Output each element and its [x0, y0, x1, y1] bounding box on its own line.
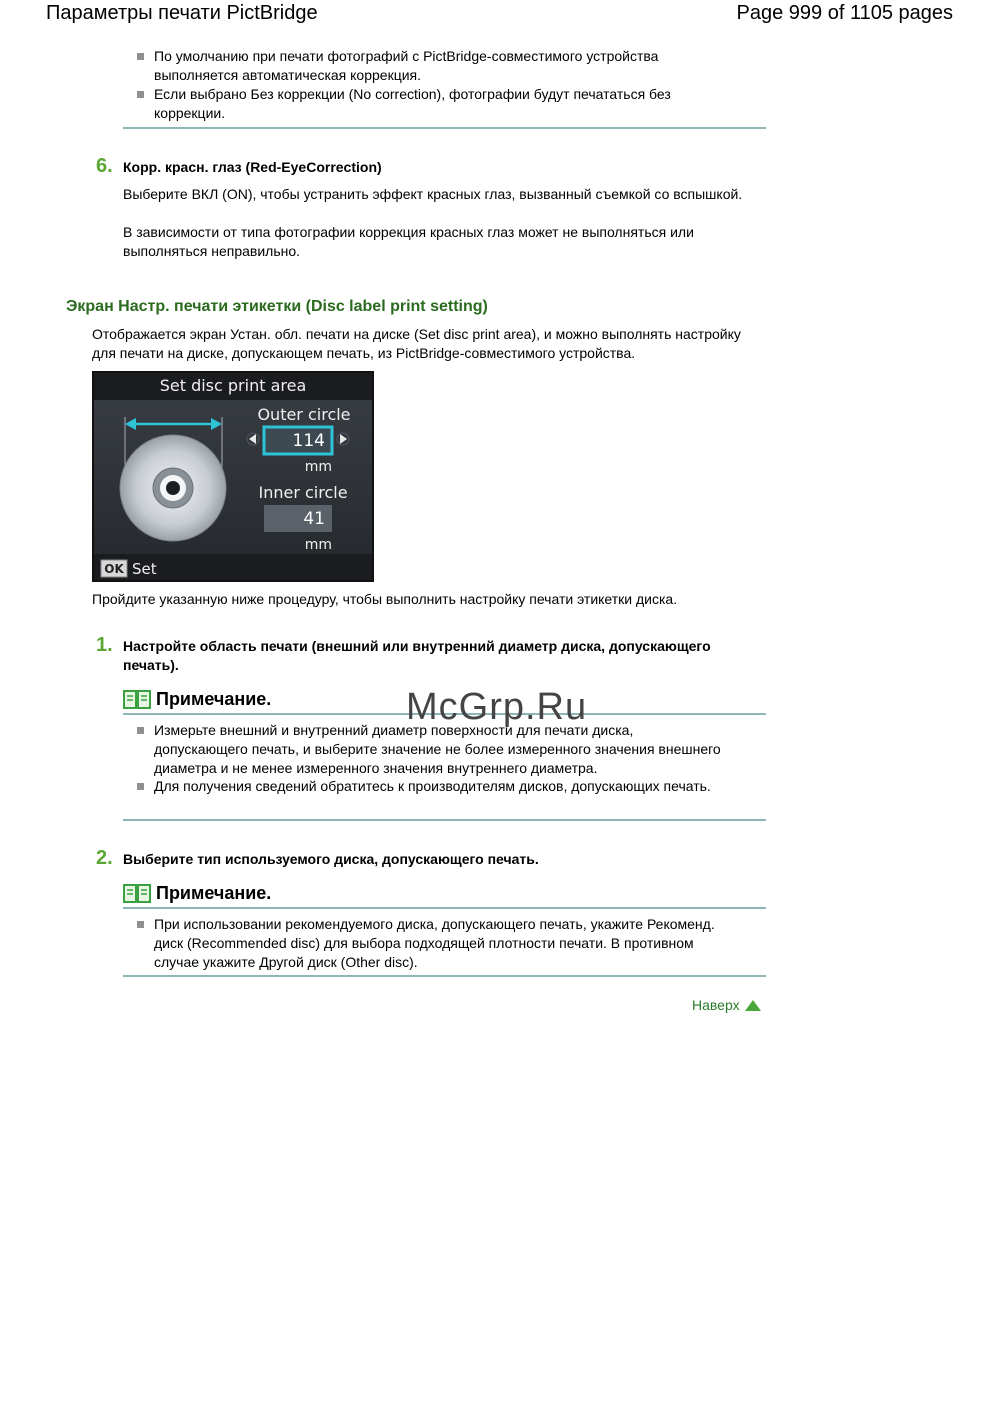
- step-text: Выберите ВКЛ (ON), чтобы устранить эффект красных глаз, вызванный съемкой со вспышкой.: [123, 186, 743, 202]
- note-heading: [123, 883, 271, 904]
- step-title: Выберите тип используемого диска, допускающего печать.: [123, 851, 539, 867]
- note-label: Примечание.: [156, 689, 272, 709]
- back-to-top-label[interactable]: Наверх: [692, 997, 740, 1013]
- inner-circle-value: 41: [303, 509, 325, 529]
- disc-print-area-screen: [92, 371, 374, 582]
- list-item: Для получения сведений обратитесь к производителям дисков, допускающих печать.: [137, 777, 727, 796]
- divider: [123, 127, 766, 129]
- list-item: При использовании рекомендуемого диска, допускающего печать, укажите Рекоменд. диск (Recommended disc) для выбора подходящей плотности печати. В противном случае укажите Другой диск (Other disc).: [137, 915, 737, 972]
- up-arrow-icon: [744, 999, 762, 1012]
- list-item: Измерьте внешний и внутренний диаметр поверхности для печати диска, допускающего печать, и выберите значение не более измеренного значения внешнего диаметра и не менее измеренного значения внутреннего диаметра.: [137, 721, 727, 778]
- page-header-title: Параметры печати PictBridge: [46, 2, 318, 24]
- outer-circle-value: 114: [292, 431, 325, 451]
- back-to-top-link[interactable]: [692, 997, 762, 1013]
- book-icon: [123, 690, 151, 710]
- bullet-square-icon: [137, 53, 144, 60]
- screen-title: Set disc print area: [159, 376, 307, 395]
- outer-circle-label: Outer circle: [257, 405, 351, 424]
- ok-label: OK: [104, 562, 124, 576]
- disc-icon: [120, 435, 226, 541]
- divider: [123, 975, 766, 977]
- bullet-square-icon: [137, 783, 144, 790]
- inner-circle-unit: mm: [304, 537, 332, 553]
- step-text: В зависимости от типа фотографии коррекция красных глаз может не выполняться или выполняться неправильно.: [123, 224, 694, 259]
- section-title: Экран Настр. печати этикетки (Disc label print setting): [66, 298, 488, 315]
- divider: [123, 907, 766, 909]
- set-label: Set: [132, 560, 157, 578]
- section-text: Пройдите указанную ниже процедуру, чтобы выполнить настройку печати этикетки диска.: [92, 591, 678, 607]
- watermark: McGrp.Ru: [406, 686, 588, 728]
- inner-circle-label: Inner circle: [258, 483, 348, 502]
- section-intro: Отображается экран Устан. обл. печати на диске (Set disc print area), и можно выполнять настройку для печати на диске, допускающем печать, из PictBridge-совместимого устройства.: [92, 326, 741, 361]
- step-number: 1.: [96, 634, 113, 656]
- page-counter: Page 999 of 1105 pages: [736, 2, 953, 24]
- bullet-square-icon: [137, 91, 144, 98]
- bullet-square-icon: [137, 727, 144, 734]
- step-number: 2.: [96, 847, 113, 869]
- step-title: Корр. красн. глаз (Red-EyeCorrection): [123, 159, 382, 175]
- list-item: По умолчанию при печати фотографий с PictBridge-совместимого устройства выполняется автоматическая коррекция.: [137, 47, 737, 85]
- step-number: 6.: [96, 155, 113, 177]
- bullet-square-icon: [137, 921, 144, 928]
- step-title: Настройте область печати (внешний или внутренний диаметр диска, допускающего печать).: [123, 638, 711, 673]
- note-heading: [123, 689, 271, 710]
- list-item: Если выбрано Без коррекции (No correction), фотографии будут печататься без коррекции.: [137, 85, 737, 123]
- note-label: Примечание.: [156, 883, 272, 903]
- book-icon: [123, 884, 151, 904]
- divider: [123, 819, 766, 821]
- outer-circle-unit: mm: [304, 459, 332, 475]
